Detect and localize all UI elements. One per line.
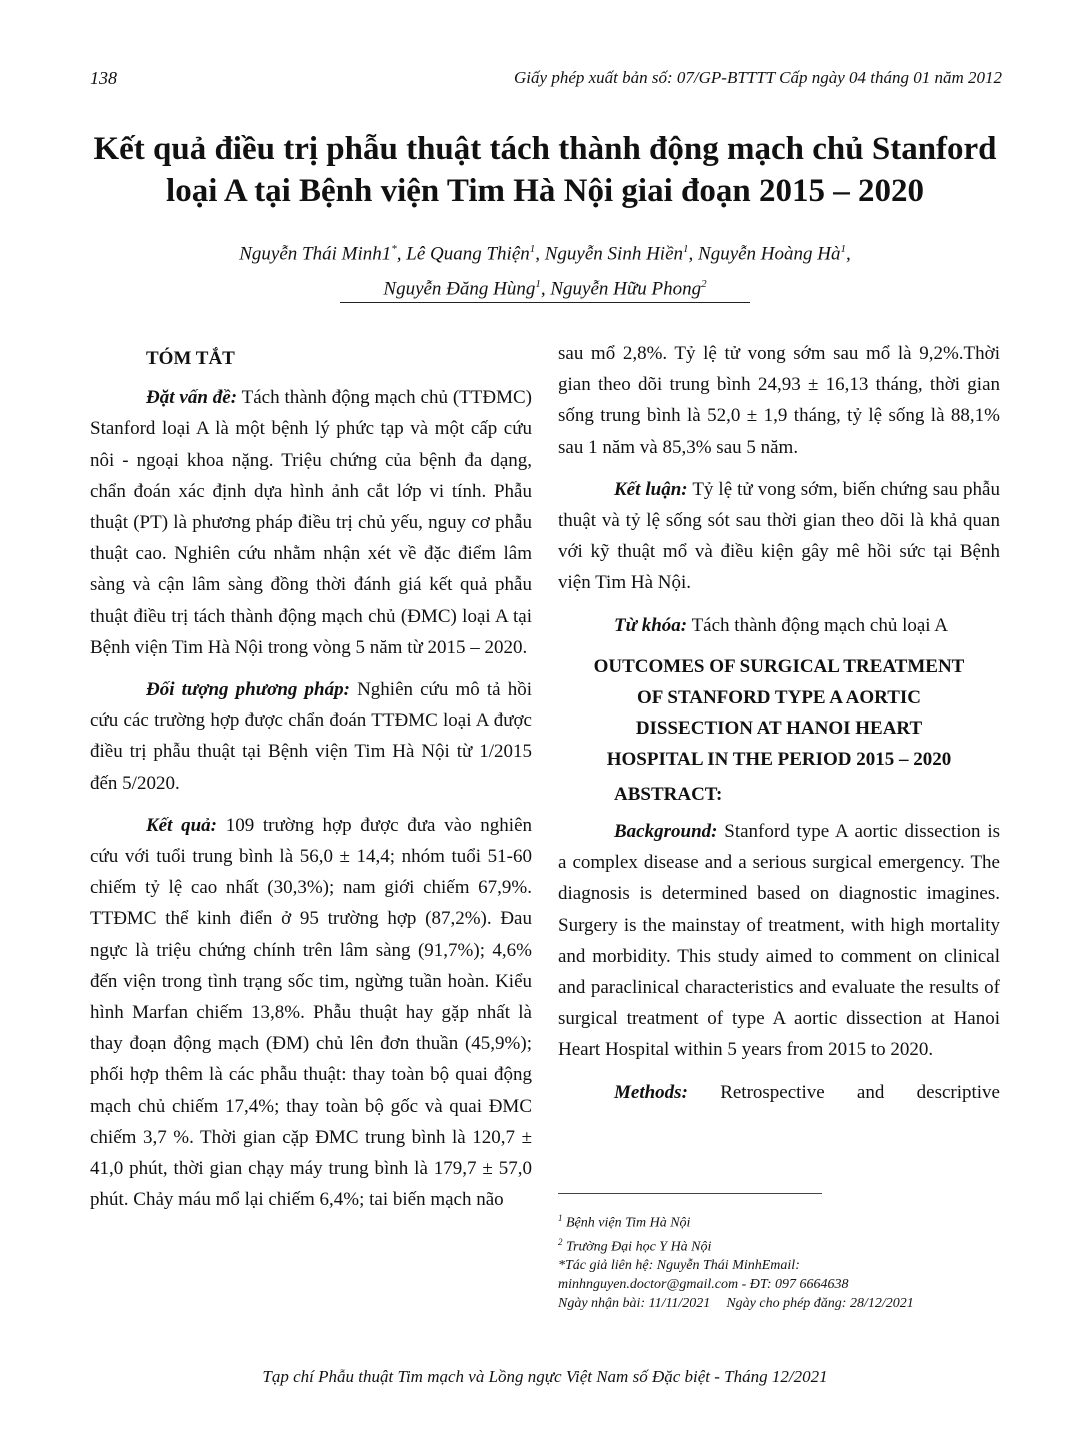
- en-background-text: Stanford type A aortic dissection is a complex disease and a serious surgical emergency. The diagnosis is determined based on diagnostic imagines. Surgery is the mainstay of treatment, with high mortality and morbidity. This study aimed to comment on clinical and paraclinical characteristics and evaluate the results of surgical treatment of type A aortic dissection at Hanoi Heart Hospital within 5 years from 2015 to 2020.: [558, 821, 1001, 1061]
- author-name: Nguyễn Hữu Phong: [550, 278, 702, 300]
- english-title-line: HOSPITAL IN THE PERIOD 2015 – 2020: [606, 748, 952, 770]
- methods-paragraph: [90, 674, 532, 799]
- license-header: Giấy phép xuất bản số: 07/GP-BTTTT Cấp ngày 04 tháng 01 năm 2012: [514, 68, 1002, 87]
- methods-label: Đối tượng phương pháp:: [146, 679, 350, 701]
- author-name: Nguyễn Thái Minh1: [239, 243, 392, 265]
- page-number: 138: [90, 68, 117, 88]
- author-name: Lê Quang Thiện: [406, 243, 530, 265]
- background-paragraph: [90, 382, 532, 663]
- results-label: Kết quả:: [146, 814, 217, 836]
- author-list: Nguyễn Thái Minh1*, Lê Quang Thiện$^1$, Nguyễn Sinh Hiền$^1$, Nguyễn Hoàng $Hà^1$, Nguyễn Đăng Hùng$^1$, Nguyễn Hữu Phong$^2$: [239, 243, 851, 300]
- received-date: Ngày nhận bài: 11/11/2021: [558, 1296, 711, 1312]
- author-affiliation: *: [391, 243, 397, 255]
- footnotes: [558, 1209, 1000, 1313]
- keywords-label: Từ khóa:: [614, 614, 688, 636]
- author-affiliation: 1: [535, 278, 541, 291]
- title-line-1: Kết quả điều trị phẫu thuật tách thành động mạch chủ Stanford: [93, 131, 997, 167]
- english-title-line: OF STANFORD TYPE A AORTIC: [636, 686, 922, 708]
- background-label: Đặt vấn đề:: [146, 387, 238, 409]
- background-text: Tách thành động mạch chủ (TTĐMC) Stanford loại A là một bệnh lý phức tạp và một cấp cứu nôi - ngoại khoa nặng. Triệu chứng của bệnh đa dạng, chẩn đoán xác định dựa hình ảnh cắt lớp vi tính. Phẫu thuật (PT) là phương pháp điều trị chủ yếu, nguy cơ phẫu thuật cao. Nghiên cứu nhằm nhận xét về đặc điểm lâm sàng và cận lâm sàng đồng thời đánh giá kết quả phẫu thuật điều trị tách thành động mạch chủ (ĐMC) loại A tại Bệnh viện Tim Hà Nội trong vòng 5 năm từ 2015 – 2020.: [90, 387, 532, 658]
- en-methods-text: Retrospective and descriptive: [720, 1081, 1000, 1103]
- submission-dates: [558, 1294, 1000, 1313]
- author-affiliation: 1: [529, 243, 536, 255]
- author-affiliation: 2: [701, 278, 707, 291]
- right-column: [558, 338, 1000, 1108]
- author-name: Nguyễn Hoàng Hà: [698, 243, 841, 265]
- author-affiliation: 1: [840, 243, 846, 255]
- title-line-2: loại A tại Bệnh viện Tim Hà Nội giai đoạn 2015 – 2020: [166, 173, 924, 209]
- english-title-line: OUTCOMES OF SURGICAL TREATMENT: [593, 655, 965, 677]
- english-title-line: DISSECTION AT HANOI HEART: [635, 717, 923, 739]
- results-continued: sau mổ 2,8%. Tỷ lệ tử vong sớm sau mổ là 9,2%.Thời gian theo dõi trung bình 24,93 ± 16,13 tháng, thời gian sống trung bình là 52,0 ± 1,9 tháng, tỷ lệ sống là 88,1% sau 1 năm và 85,3% sau 5 năm.: [558, 343, 1000, 458]
- author-name: Nguyễn Sinh Hiền: [544, 243, 684, 265]
- keywords-text: Tách thành động mạch chủ loại A: [691, 614, 948, 636]
- affiliation-2: $^2$ Trường Đại học Y Hà Nội: [558, 1236, 712, 1255]
- results-paragraph: [90, 810, 532, 1216]
- abstract-heading: ABSTRACT:: [614, 783, 723, 805]
- affiliation-1: $^1$ Bệnh viện Tim Hà Nội: [558, 1213, 691, 1231]
- journal-footer: Tạp chí Phẫu thuật Tim mạch và Lồng ngực Việt Nam số Đặc biệt - Tháng 12/2021: [262, 1367, 828, 1386]
- english-title: [558, 651, 1000, 775]
- conclusion-paragraph: [558, 474, 1000, 599]
- footnote-divider: [558, 1193, 822, 1194]
- conclusion-label: Kết luận:: [614, 478, 688, 500]
- paper-title: [80, 128, 1010, 212]
- accepted-date: Ngày cho phép đăng: 28/12/2021: [726, 1296, 914, 1312]
- results-text: 109 trường hợp được đưa vào nghiên cứu với tuổi trung bình là 56,0 ± 14,4; nhóm tuổi 51-60 chiếm tỷ lệ cao nhất (30,3%); nam giới chiếm 67,9%. TTĐMC thể kinh điển ở 95 trường hợp (87,2%). Đau ngực là triệu chứng chính trên lâm sàng (91,7%); 4,6% đến viện trong tình trạng sốc tim, ngừng tuần hoàn. Kiểu hình Marfan chiếm 13,8%. Phẫu thuật hay gặp nhất là thay đoạn động mạch (ĐM) chủ lên đơn thuần (45,9%); phối hợp thêm là các phẫu thuật: thay toàn bộ quai động mạch chủ chiếm 17,4%; thay toàn bộ gốc và quai ĐMC chiếm 3,7 %. Thời gian cặp ĐMC trung bình là 120,7 ± 41,0 phút, thời gian chạy máy trung bình là 179,7 ± 57,0 phút. Chảy máu mổ lại chiếm 6,4%; tai biến mạch não: [90, 814, 533, 1211]
- corresponding-author: *Tác giả liên hệ: Nguyễn Thái MinhEmail:: [558, 1258, 800, 1274]
- methods-text: Nghiên cứu mô tả hồi cứu các trường hợp được chẩn đoán TTĐMC loại A được điều trị phẫu thuật tại Bệnh viện Tim Hà Nội từ 1/2015 đến 5/2020.: [90, 679, 533, 794]
- conclusion-text: Tỷ lệ tử vong sớm, biến chứng sau phẫu thuật và tỷ lệ sống sót sau thời gian theo dõi là khả quan với kỹ thuật mổ và điều kiện gây mê hồi sức tại Bệnh viện Tim Hà Nội.: [558, 478, 1000, 594]
- en-methods-paragraph: [558, 1077, 1000, 1108]
- title-divider: [340, 302, 750, 303]
- author-name: Nguyễn Đăng Hùng: [383, 278, 536, 300]
- author-affiliation: 1: [683, 243, 689, 255]
- left-column: [90, 343, 532, 1215]
- en-background-paragraph: [558, 816, 1000, 1066]
- en-methods-label: Methods:: [614, 1081, 688, 1103]
- keywords-paragraph: [558, 610, 1000, 641]
- en-background-label: Background:: [614, 821, 718, 843]
- corresponding-contact: minhnguyen.doctor@gmail.com - ĐT: 097 6664638: [558, 1277, 849, 1293]
- summary-heading: TÓM TẮT: [146, 348, 235, 369]
